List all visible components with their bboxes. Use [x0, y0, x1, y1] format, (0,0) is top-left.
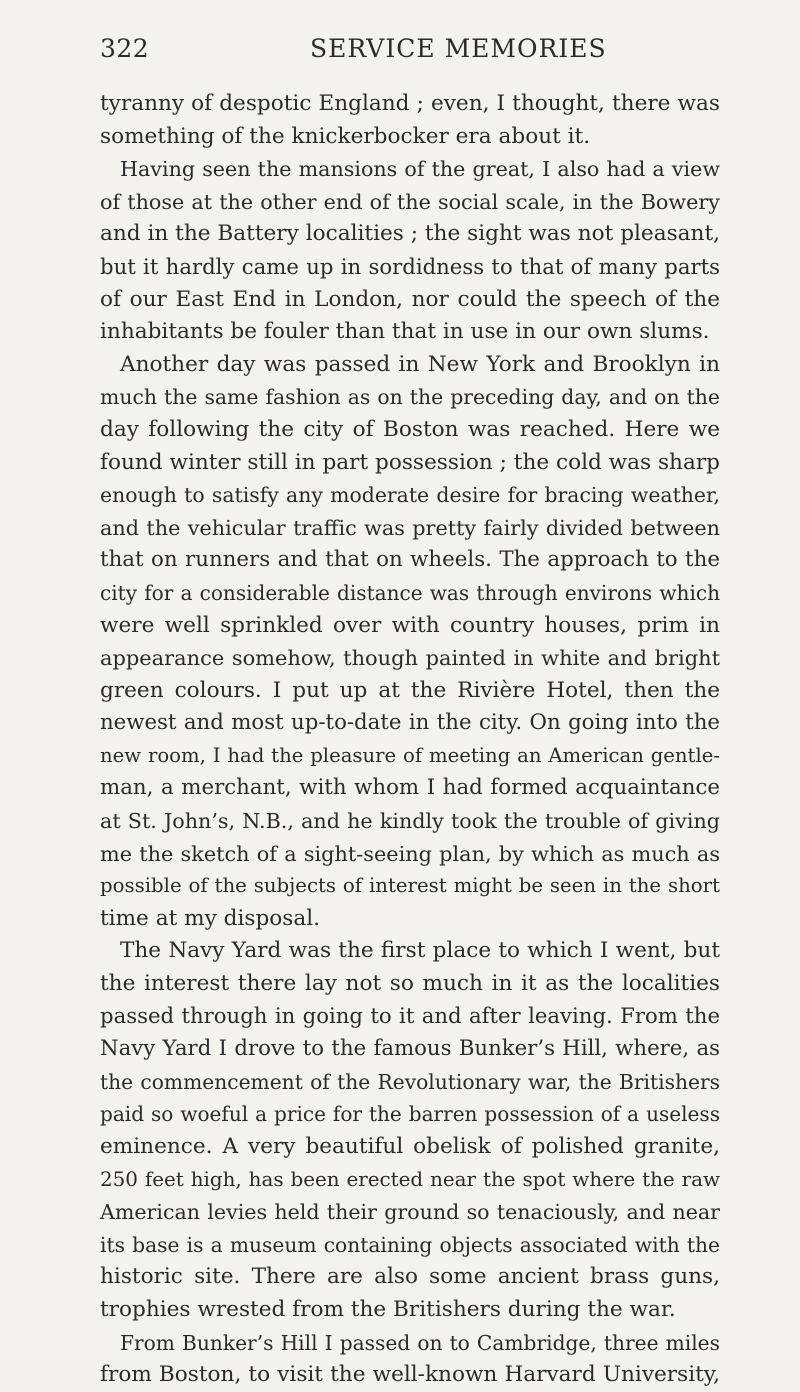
text-line: that on runners and that on wheels. The approach to the [100, 547, 720, 573]
text-line: Another day was passed in New York and Brooklyn in [120, 351, 720, 377]
text-line: historic site. There are also some ancient brass guns, [100, 1264, 720, 1290]
text-line: Navy Yard I drove to the famous Bunker’s Hill, where, as [100, 1036, 720, 1062]
text-line: were well sprinkled over with country houses, prim in [100, 612, 720, 638]
text-line: its base is a museum containing objects associated with the [100, 1232, 720, 1257]
text-line: the commencement of the Revolutionary war, the Britishers [100, 1069, 720, 1094]
text-line: green colours. I put up at the Rivière Hotel, then the [100, 677, 720, 703]
text-line: me the sketch of a sight-seeing plan, by which as much as [100, 841, 720, 866]
text-line: but it hardly came up in sordidness to that of many parts [100, 253, 720, 279]
text-line: found winter still in part possession ; the cold was sharp [100, 449, 720, 475]
text-line: of those at the other end of the social scale, in the Bowery [100, 189, 720, 214]
text-line: Having seen the mansions of the great, I also had a view [120, 157, 720, 182]
text-line: 250 feet high, has been erected near the spot where the raw [100, 1167, 720, 1191]
text-line: appearance somehow, though painted in white and bright [100, 646, 720, 671]
text-line: tyranny of despotic England ; even, I thought, there was [100, 91, 720, 116]
text-line: and in the Battery localities ; the sight was not pleasant, [100, 221, 720, 247]
text-line: American levies held their ground so tenaciously, and near [100, 1200, 720, 1225]
text-line: The Navy Yard was the first place to which I went, but [120, 938, 720, 964]
text-line: trophies wrested from the Britishers during the war. [100, 1296, 676, 1322]
text-line: city for a considerable distance was through environs which [100, 580, 720, 605]
running-head: SERVICE MEMORIES [310, 34, 607, 63]
text-line: newest and most up-to-date in the city. On going into the [100, 710, 720, 736]
text-line: the interest there lay not so much in it as the localities [100, 971, 720, 997]
text-line: of our East End in London, nor could the speech of the [100, 286, 720, 312]
text-line: much the same fashion as on the preceding day, and on the [100, 385, 720, 410]
text-line: at St. John’s, N.B., and he kindly took the trouble of giving [100, 809, 720, 834]
text-line: enough to satisfy any moderate desire for bracing weather, [100, 483, 720, 508]
text-line: from Boston, to visit the well-known Harvard University, [100, 1362, 720, 1388]
text-line: new room, I had the pleasure of meeting an American gentle- [100, 743, 720, 767]
text-line: inhabitants be fouler than that in use in our own slums. [100, 319, 710, 345]
body-text [100, 88, 720, 1392]
text-line: something of the knickerbocker era about it. [100, 123, 591, 149]
text-line: and the vehicular traffic was pretty fairly divided between [100, 515, 720, 540]
text-line: day following the city of Boston was reached. Here we [100, 416, 720, 442]
page-number: 322 [100, 34, 150, 63]
text-line: paid so woeful a price for the barren possession of a useless [100, 1102, 720, 1127]
text-line: time at my disposal. [100, 905, 321, 931]
text-line: From Bunker’s Hill I passed on to Cambridge, three miles [120, 1330, 720, 1355]
text-line: eminence. A very beautiful obelisk of polished granite, [100, 1134, 720, 1159]
text-line: possible of the subjects of interest might be seen in the short [100, 874, 720, 898]
page-header [100, 34, 720, 66]
text-line: man, a merchant, with whom I had formed acquaintance [100, 775, 720, 801]
text-line: passed through in going to it and after leaving. From the [100, 1003, 720, 1029]
